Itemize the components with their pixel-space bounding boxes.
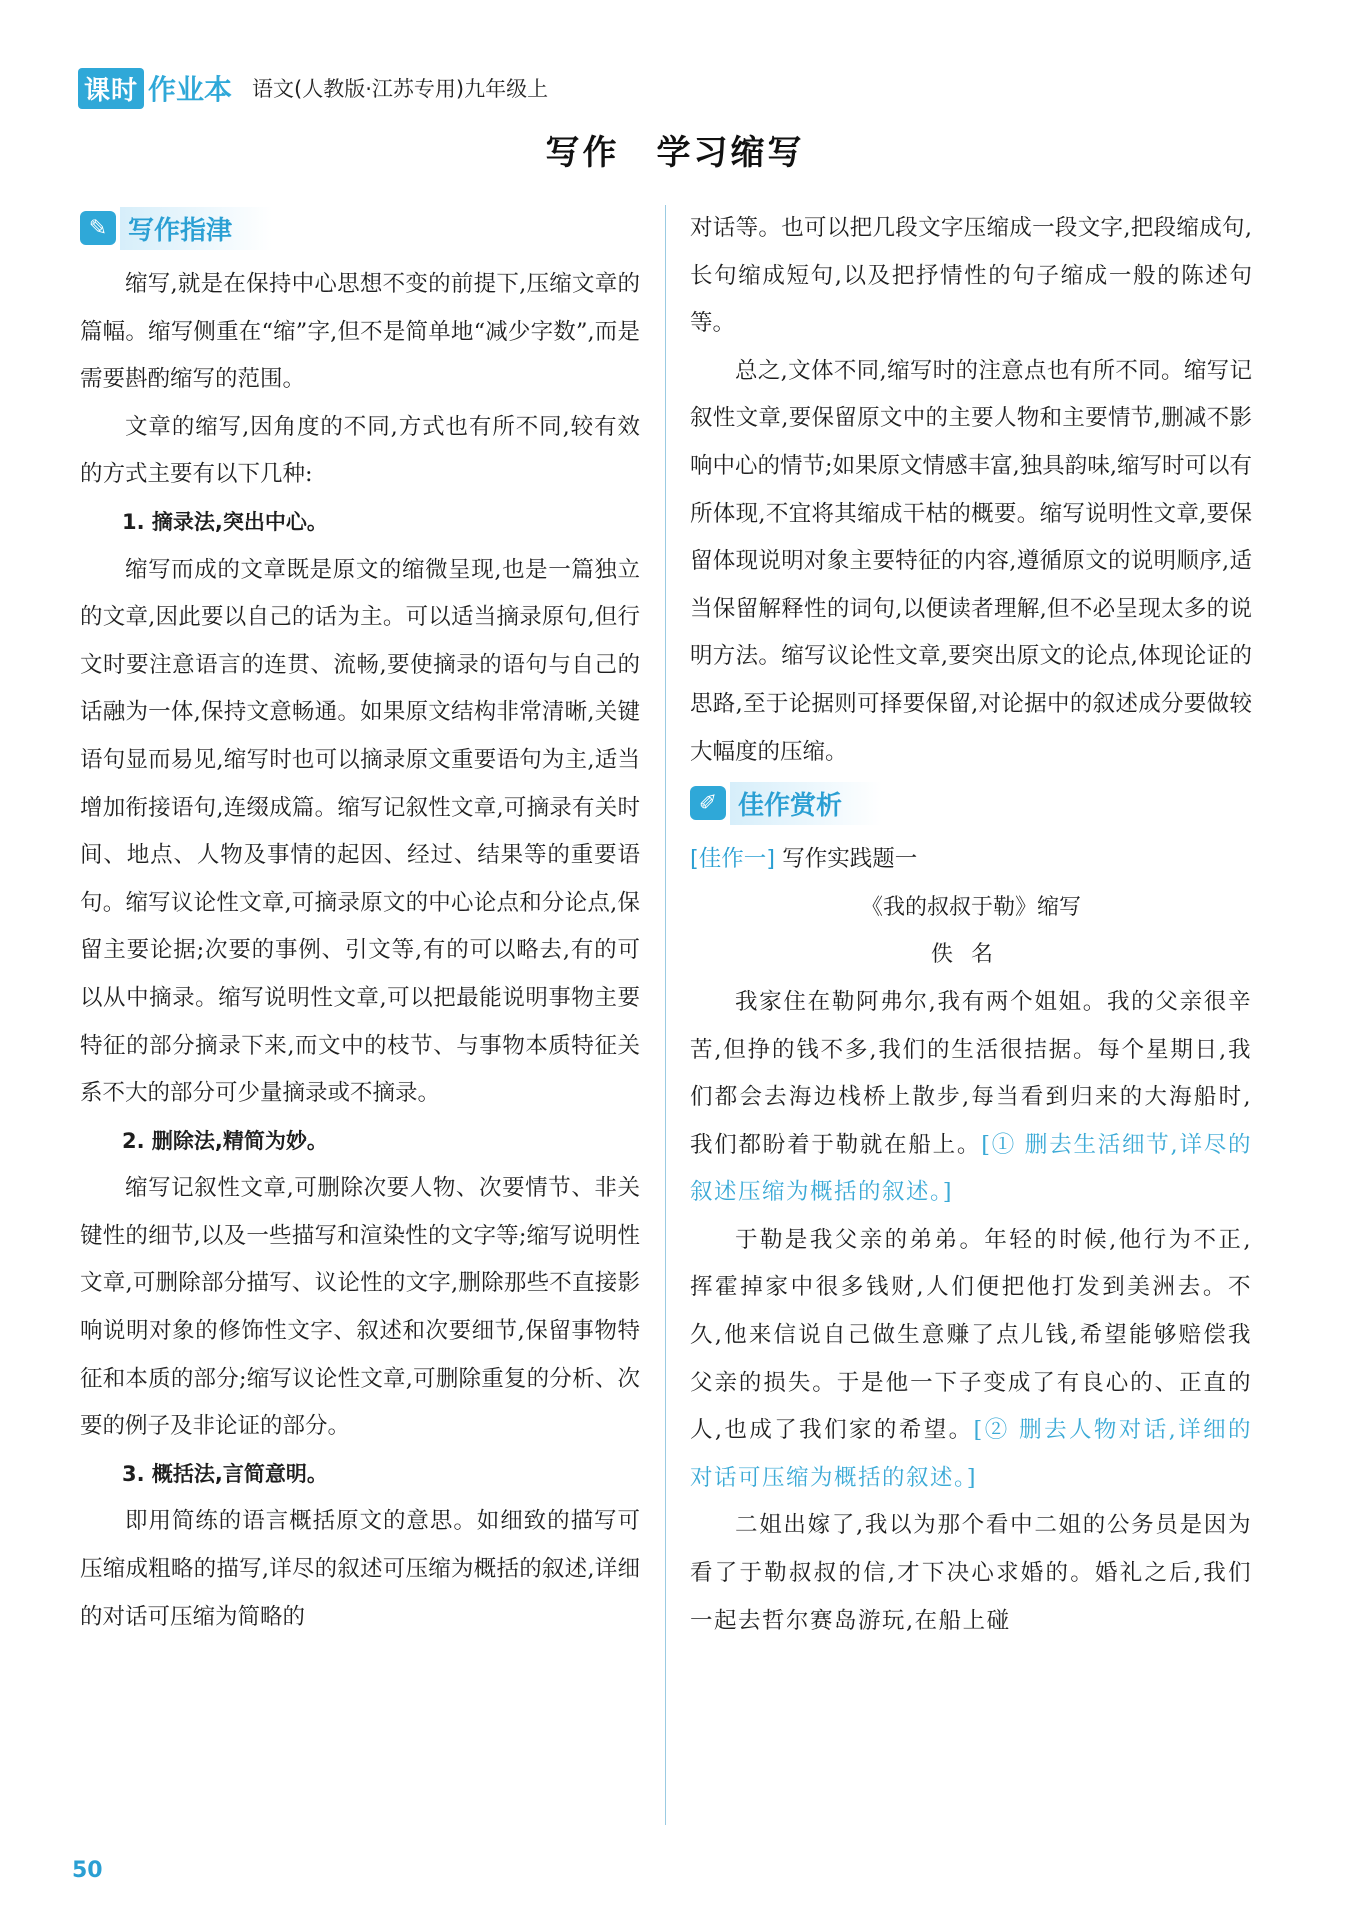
example-tag-text: 写作实践题一 (782, 846, 918, 873)
method-title: 3. 概括法,言简意明。 (122, 1461, 328, 1486)
essay-paragraph (690, 1217, 1252, 1503)
brand-text: 作业本 (148, 73, 233, 106)
column-divider (665, 205, 666, 1825)
pen-icon: ✎ (80, 211, 116, 245)
annotation: [② 删去人物对话,详细的对话可压缩为概括的叙述。] (690, 1417, 1252, 1491)
brand-logo: 课时 (78, 68, 144, 109)
section-title: 写作指津 (120, 207, 272, 250)
method-title: 1. 摘录法,突出中心。 (122, 509, 328, 534)
section-title: 佳作赏析 (730, 782, 882, 825)
page-title: 写作 学习缩写 (545, 133, 805, 173)
paragraph: 缩写记叙性文章,可删除次要人物、次要情节、非关键性的细节,以及一些描写和渲染性的文字等;缩写说明性文章,可删除部分描写、议论性的文字,删除那些不直接影响说明对象的修饰性文字、叙述和次要细节,保留事物特征和本质的部分;缩写议论性文章,可删除重复的分析、次要的例子及非论证的部分。 (80, 1175, 640, 1440)
essay-author: 佚名 (930, 942, 1011, 968)
essay-paragraph: 二姐出嫁了,我以为那个看中二姐的公务员是因为看了于勒叔叔的信,才下决心求婚的。婚礼之后,我们一起去哲尔赛岛游玩,在船上碰 (690, 1512, 1252, 1634)
paragraph: 缩写,就是在保持中心思想不变的前提下,压缩文章的篇幅。缩写侧重在“缩”字,但不是简单地“减少字数”,而是需要斟酌缩写的范围。 (80, 271, 640, 393)
right-column (690, 205, 1252, 1645)
essay-text: 我家住在勒阿弗尔,我有两个姐姐。我的父亲很辛苦,但挣的钱不多,我们的生活很拮据。每个星期日,我们都会去海边栈桥上散步,每当看到归来的大海船时,我们都盼着于勒就在船上。 (690, 988, 1252, 1158)
example-tag: [佳作一] (690, 846, 776, 873)
essay-title: 《我的叔叔于勒》缩写 (860, 894, 1081, 920)
section-heading-appreciation (690, 780, 1252, 826)
edit-icon: ✐ (690, 786, 726, 820)
paragraph: 即用简练的语言概括原文的意思。如细致的描写可压缩成粗略的描写,详尽的叙述可压缩为概括的叙述,详细的对话可压缩为简略的 (80, 1508, 640, 1630)
left-column (80, 205, 640, 1641)
paragraph: 缩写而成的文章既是原文的缩微呈现,也是一篇独立的文章,因此要以自己的话为主。可以适当摘录原句,但行文时要注意语言的连贯、流畅,要使摘录的语句与自己的话融为一体,保持文意畅通。如果原文结构非常清晰,关键语句显而易见,缩写时也可以摘录原文重要语句为主,适当增加衔接语句,连缀成篇。缩写记叙性文章,可摘录有关时间、地点、人物及事情的起因、经过、结果等的重要语句。缩写议论性文章,可摘录原文的中心论点和分论点,保留主要论据;次要的事例、引文等,有的可以略去,有的可以从中摘录。缩写说明性文章,可以把最能说明事物主要特征的部分摘录下来,而文中的枝节、与事物本质特征关系不大的部分可少量摘录或不摘录。 (80, 556, 640, 1107)
essay-body (690, 979, 1252, 1645)
essay-text: 于勒是我父亲的弟弟。年轻的时候,他行为不正,挥霍掉家中很多钱财,人们便把他打发到美洲去。不久,他来信说自己做生意赚了点儿钱,希望能够赔偿我父亲的损失。于是他一下子变成了有良心的、正直的人,也成了我们家的希望。 (690, 1226, 1252, 1444)
subject-label: 语文(人教版·江苏专用)九年级上 (252, 77, 549, 101)
paragraph: 总之,文体不同,缩写时的注意点也有所不同。缩写记叙性文章,要保留原文中的主要人物和主要情节,删减不影响中心的情节;如果原文情感丰富,独具韵味,缩写时可以有所体现,不宜将其缩成干枯的概要。缩写说明性文章,要保留体现说明对象主要特征的内容,遵循原文的说明顺序,适当保留解释性的词句,以便读者理解,但不必呈现太多的说明方法。缩写议论性文章,要突出原文的论点,体现论证的思路,至于论据则可择要保留,对论据中的叙述成分要做较大幅度的压缩。 (690, 357, 1252, 765)
annotation: [① 删去生活细节,详尽的叙述压缩为概括的叙述。] (690, 1131, 1252, 1206)
method-title: 2. 删除法,精简为妙。 (122, 1128, 328, 1153)
paragraph: 文章的缩写,因角度的不同,方式也有所不同,较有效的方式主要有以下几种: (80, 413, 640, 488)
example-tag-line (690, 836, 1252, 884)
page-number: 50 (72, 1858, 103, 1883)
paragraph: 对话等。也可以把几段文字压缩成一段文字,把段缩成句,长句缩成短句,以及把抒情性的句子缩成一般的陈述句等。 (690, 215, 1252, 337)
header (78, 68, 548, 108)
section-heading-guide (80, 205, 640, 251)
essay-paragraph (690, 979, 1252, 1217)
